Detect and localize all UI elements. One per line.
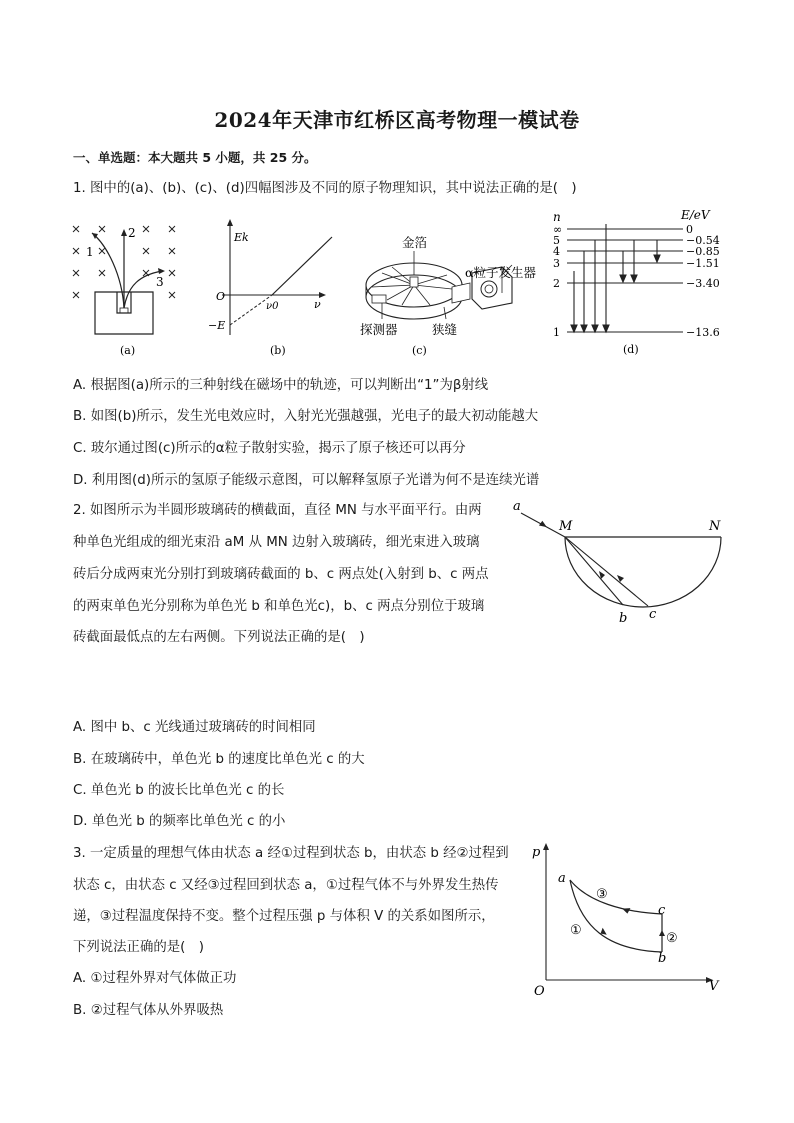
level-energy-label: −13.6 — [686, 326, 720, 339]
process-2-label: ② — [666, 931, 678, 946]
label-b: b — [619, 611, 628, 626]
q3-stem-line-2: 状态 c，由状态 c 又经③过程回到状态 a，①过程气体不与外界发生热传 — [73, 878, 499, 893]
level-energy-label: −3.40 — [686, 277, 720, 290]
p-axis-label: p — [532, 845, 541, 860]
source-label: α粒子发生器 — [465, 265, 536, 280]
q1-figure-d — [545, 205, 730, 360]
energy-levels — [553, 223, 720, 339]
caption-d: (d) — [623, 343, 639, 356]
origin-label: O — [534, 984, 545, 999]
label-c: c — [649, 607, 657, 622]
page-title: 2024年天津市红桥区高考物理一模试卷 — [214, 108, 580, 132]
q2-stem-line-2: 种单色光组成的细光束沿 aM 从 MN 边射入玻璃砖，细光束进入玻璃 — [73, 535, 480, 550]
q1-option-c[interactable]: C. 玻尔通过图(c)所示的α粒子散射实验，揭示了原子核还可以再分 — [73, 441, 466, 456]
level-energy-label: −0.54 — [686, 234, 720, 247]
track-label-1: 1 — [86, 245, 94, 259]
q2-option-c[interactable]: C. 单色光 b 的波长比单色光 c 的长 — [73, 783, 285, 798]
q2-option-a[interactable]: A. 图中 b、c 光线通过玻璃砖的时间相同 — [73, 720, 316, 735]
track-label-3: 3 — [156, 275, 164, 289]
label-m: M — [559, 519, 573, 534]
caption-a: (a) — [120, 344, 136, 357]
q1-option-d[interactable]: D. 利用图(d)所示的氢原子能级示意图，可以解释氢原子光谱为何不是连续光谱 — [73, 473, 540, 488]
q1-figure-c — [352, 215, 557, 360]
q2-stem-line-4: 的两束单色光分别称为单色光 b 和单色光c)，b、c 两点分别位于玻璃 — [73, 599, 485, 614]
level-energy-label: −1.51 — [686, 257, 720, 270]
origin-label: O — [216, 290, 226, 303]
process-3-label: ③ — [596, 887, 608, 902]
q3-figure — [528, 838, 728, 998]
semicircle-glass — [565, 537, 721, 607]
v-label: ν — [314, 298, 321, 311]
level-n-label: 2 — [553, 277, 560, 290]
label-a: a — [513, 499, 521, 514]
foil-label: 金箔 — [402, 235, 428, 250]
q2-option-b[interactable]: B. 在玻璃砖中，单色光 b 的速度比单色光 c 的大 — [73, 752, 365, 767]
track-label-2: 2 — [128, 226, 136, 240]
level-n-label: ∞ — [553, 223, 563, 236]
level-n-label: 5 — [553, 234, 560, 247]
ray-c — [565, 537, 648, 606]
energy-axis-label: E/eV — [681, 208, 710, 222]
process-1-curve — [570, 880, 662, 952]
section-heading: 一、单选题：本大题共 5 小题，共 25 分。 — [73, 150, 317, 165]
detector — [372, 295, 386, 303]
neg-e-label: −E — [208, 319, 226, 332]
q2-stem-line-1: 2. 如图所示为半圆形玻璃砖的横截面，直径 MN 与水平面平行。由两 — [73, 503, 482, 518]
q3-stem-line-1: 3. 一定质量的理想气体由状态 a 经①过程到状态 b，由状态 b 经②过程到 — [73, 846, 509, 861]
n-header: n — [553, 210, 561, 224]
q1-figure-b — [210, 215, 340, 360]
q2-option-d[interactable]: D. 单色光 b 的频率比单色光 c 的小 — [73, 814, 286, 829]
process-3-curve — [570, 880, 662, 914]
q3-stem-line-4: 下列说法正确的是( ) — [73, 940, 204, 955]
q1-stem: 1. 图中的(a)、(b)、(c)、(d)四幅图涉及不同的原子物理知识，其中说法正确的是( ) — [73, 181, 577, 196]
q1-option-b[interactable]: B. 如图(b)所示，发生光电效应时，入射光光强越强，光电子的最大初动能越大 — [73, 409, 539, 424]
v0-label: ν0 — [266, 301, 279, 312]
q1-option-a[interactable]: A. 根据图(a)所示的三种射线在磁场中的轨迹，可以判断出“1”为β射线 — [73, 378, 489, 393]
label-n: N — [709, 519, 721, 534]
q3-stem-line-3: 递，③过程温度保持不变。整个过程压强 p 与体积 V 的关系如图所示， — [73, 909, 495, 924]
ek-label: Ek — [234, 231, 249, 244]
level-n-label: 4 — [553, 245, 560, 258]
detector-label: 探测器 — [360, 322, 398, 337]
q2-stem-line-3: 砖后分成两束光分别打到玻璃砖截面的 b、c 两点处(入射到 b、c 两点 — [73, 567, 489, 582]
state-b-label: b — [658, 951, 667, 966]
q3-option-a[interactable]: A. ①过程外界对气体做正功 — [73, 971, 237, 986]
level-n-label: 3 — [553, 257, 560, 270]
state-c-label: c — [658, 903, 666, 918]
q3-option-b[interactable]: B. ②过程气体从外界吸热 — [73, 1003, 224, 1018]
caption-b: (b) — [270, 344, 286, 357]
q2-figure — [505, 495, 735, 630]
state-a-label: a — [558, 871, 566, 886]
gold-foil — [410, 277, 418, 287]
caption-c: (c) — [412, 344, 427, 357]
q1-figure-a — [62, 215, 192, 360]
level-n-label: 1 — [553, 326, 560, 339]
q2-stem-line-5: 砖截面最低点的左右两侧。下列说法正确的是( ) — [73, 630, 365, 645]
level-energy-label: −0.85 — [686, 245, 720, 258]
process-1-label: ① — [570, 923, 582, 938]
level-energy-label: 0 — [686, 223, 693, 236]
slit-label: 狭缝 — [432, 322, 458, 337]
ray-b — [565, 537, 623, 605]
v-axis-label: V — [709, 979, 719, 994]
